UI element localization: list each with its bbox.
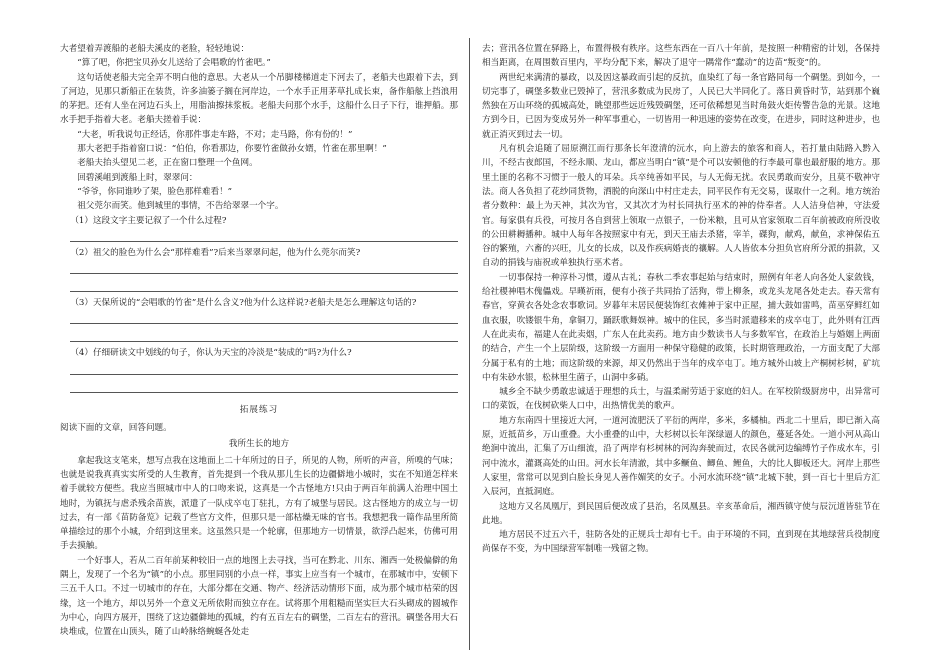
right-column	[482, 42, 880, 557]
answer-line	[70, 260, 458, 274]
instruction: 阅读下面的文章，回答问题。	[60, 423, 172, 434]
answer-line	[70, 379, 458, 393]
left-column	[60, 42, 458, 640]
dialogue-line: 大者望着弄渡船的老船夫溪皮的老脸，轻轻地说：	[60, 44, 250, 54]
article-paragraph: 凡有机会追随了屈原溯江而行那条长年澄清的沅水，向上游去的旅客和商人，若打量由陆路入黔入川，不经古夜郎国，不经永顺、龙山，都应当明白“镇”是个可以安顿他的行李最可靠也最舒服的地方。那里土匪的名称不习惯于一般人的耳朵。兵卒纯善如平民，与人无侮无扰。农民勇敢而安分，且莫不敬神守法。商人各负担了花纱同货物，洒脱的向深山中村庄走去，同平民作有无交易，谋取什一之利。地方统治者分数种：最上为天神，其次为官，又其次才为村长同执行巫术的神的侍奉者。人人洁身信神，守法爱官。每家俱有兵役，可按月各自到营上领取一点银子，一份米粮，且可从官家领取二百年前被政府所没收的公田耕耨播种。城中人每年各按照家中有无，到天王庙去杀猪，宰羊，磔狗，献鸡，献鱼，求神保佑五谷的繁殖，六畜的兴旺，儿女的长成，以及作疾病婚丧的禳解。人人皆依本分担负官府所分派的捐款，又自动的捐钱与庙祝或单独执行巫术者。	[482, 144, 880, 269]
dialogue-line: 那大老把手指着窗口说：“伯伯，你看那边，你要竹雀做孙女婿，竹雀在那里啊！”	[77, 144, 387, 155]
article-paragraph: 拿起我这支笔来，想写点我在这地面上二十年所过的日子，所见的人物，所听的声音，所嗅的气味；也就是说我真真实实所受的人生教育，首先提到一个我从那儿生长的边疆僻地小城时，实在不知道怎样来着手就较方便些。我应当照城市中人的口吻来说，这真是一个古怪地方!只由于两百年前满人治理中国土地时，为镇抚与虐杀残余苗族，派遣了一队戍卒屯丁驻扎，方有了城堡与居民。这古怪地方的成立与一切过去，有一部《苗防备览》记载了些官方文件，但那只是一部枯燥无味的官书。我想把我一篇作品里所简单描绘过的那个小城，介绍到这里来。这虽然只是一个轮廓，但那地方一切情景，欲浮凸起来，仿佛可用手去摸触。	[60, 455, 458, 552]
answer-line	[70, 310, 458, 324]
answer-line	[70, 361, 458, 375]
narrative-line: 老船夫抬头望见二老，正在窗口整理一个鱼网。	[77, 158, 258, 169]
narrative-line: 回碧溪岨到渡船上时，翠翠问：	[77, 172, 198, 183]
article-paragraph: 地方居民不过五六千，驻防各处的正规兵士却有七千。由于环境的不同，直到现在其地绿营兵役制度尚保存不变，为中国绿营军制唯一残留之物。	[482, 530, 880, 555]
article-paragraph: 去；营汛各位置在驿路上，布置得极有秩序。这些东西在一百八十年前，是按照一种精密的计划，各保持相当距离，在周围数百里内，平均分配下来，解决了退守一隅常作“蠢动”的边苗“叛变”的。	[482, 44, 880, 69]
article-paragraph: 城乡全不缺少勇敢忠诚适于理想的兵士，与温柔耐劳适于家庭的妇人。在军校阶级厨房中，出异常可口的菜饭，在伐树砍柴人口中，出热情优美的歌声。	[482, 387, 880, 412]
question-3: （3）天保所说的“会唱歌的竹雀”是什么含义?他为什么这样说?老船夫是怎么理解这句话的?	[70, 298, 417, 309]
narrative-paragraph: 这句话使老船夫完全弄不明白他的意思。大老从一个吊脚楼梯道走下河去了，老船夫也跟着下去，到了河边，见那只新船正在装货，许多油篓子搁在河岸边，一个水手正用茅草扎成长束，备作船舷上挡浪用的茅把。还有人坐在河边石头上，用脂油擦抹浆板。老船夫问那个水手，这船什么日子下行，谁押船。那水手把手指着大老。老船夫搓着手说：	[60, 72, 458, 126]
article-paragraph: 两世纪来满清的暴政，以及因这暴政而引起的反抗，血染红了每一条官路同每一个碉堡。到如今，一切完事了，碉堡多数业已毁掉了，营汛多数成为民房了，人民已大半同化了。落日黄昏时节，站到那个巍然独在万山环绕的孤城高处，眺望那些远近残毁碉堡，还可依稀想见当时角鼓火炬传警告急的光景。这地方到今日，已因为变成另外一种军事重心，一切皆用一种迅速的姿势在改变，在进步，同时这种进步，也就正消灭到过去一切。	[482, 72, 880, 140]
question-2: （2）祖父的脸色为什么会“那样难看”?后来当翠翠问起，他为什么莞尔而笑?	[70, 247, 361, 258]
narrative-line: 祖父莞尔而笑。他到城里的事情，不告给翠翠一个字。	[77, 201, 284, 212]
answer-line	[70, 328, 458, 342]
question-1: （1）这段文字主要记叙了一个什么过程?	[70, 215, 227, 226]
article-paragraph: 一切事保持一种淳朴习惯，遵从古礼；春秋二季农事起始与结束时，照例有年老人向各处人家敛钱，给社稷神唱木傀儡戏。早暵祈雨，便有小孩子共同抬了活狗，带上柳条，或龙头龙尾各处走去。春天常有春官，穿黄衣各处念农事歌词。岁暮年末居民便装饰红衣傩神于家中正屋，捕大鼓如雷鸣，苗巫穿鲜红如血衣服，吹镂银牛角，拿铜刀，踊跃歌舞娱神。城中的住民，多当时派遣移来的戍卒屯丁，此外则有江西人在此卖布，福建人在此卖烟，广东人在此卖药。地方由少数读书人与多数军官，在政治上与婚姻上两面的结合，产生一个上层阶级，这阶级一方面用一种保守稳健的政策，长时期管理政治，一方面支配了大部分属于私有的土地；而这阶级的来源，却又仍然出于当年的戍卒屯丁。地方城外山坡上产桐树杉树，矿坑中有朱砂水银，松林里生菌子，山洞中多硝。	[482, 272, 880, 383]
article-paragraph: 一个好事人，若从二百年前某种较旧一点的地图上去寻找，当可在黔北、川东、湘西一处极偏僻的角隅上，发现了一个名为“镇”的小点。那里同别的小点一样，事实上应当有一个城市，在那城市中，安顿下三五千人口。不过一切城市的存在，大部分都在交通、物产、经济活动情形下面，成为那个城市枯荣的因缘，这一个地方，却以另外一个意义无所依附而独立存在。试将那个用粗糙而坚实巨大石头砌成的圆城作为中心，向四方展开，围绕了这边疆僻地的孤城，约有五百左右的碉堡，二百左右的营汛。碉堡各用大石块堆成，位置在山顶头，随了山岭脉络蜿蜒各处走	[60, 555, 458, 638]
section-title: 拓展练习	[239, 404, 279, 415]
column-divider	[469, 38, 470, 650]
answer-line	[70, 228, 458, 242]
article-paragraph: 这地方又名凤凰厅，到民国后便改成了县治，名凤凰县。辛亥革命后，湘西镇守使与辰沅道皆驻节在此地。	[482, 501, 880, 526]
answer-line	[70, 278, 458, 292]
dialogue-line: “大老，听我说句正经话，你那件事走车路，不对；走马路，你有份的！”	[77, 129, 353, 140]
dialogue-line: “算了吧，你把宝贝孙女儿送给了会唱歌的竹雀吧。”	[77, 58, 271, 69]
question-4: （4）仔细研读文中划线的句子，你认为天宝的冷淡是“装成的”吗?为什么?	[70, 348, 352, 359]
article-title: 我所生长的地方	[228, 439, 290, 450]
dialogue-line: “爷爷，你同谁吵了架，脸色那样难看！”	[77, 186, 233, 197]
article-paragraph: 地方东南四十里接近大河，一道河流肥沃了平衍的两岸，多米，多橘柚。西北二十里后，即已渐入高原，近抵苗乡，万山重叠。大小重叠的山中，大杉树以长年深绿逼人的颜色，蔓延各处。一道小河从高山绝涧中流出，汇集了万山细流，沿了两岸有杉树林的河沟奔驶而过，农民各就河边编缚竹子作成水车，引河中流水，灌溉高处的山田。河水长年清澈，其中多鳜鱼、鲫鱼、鲤鱼，大的比人脚板还大。河岸上那些人家里，常常可以见到白脸长身见人善作媚笑的女子。小河水流环绕“镇”北城下驶，到一百七十里后方汇入辰河，直抵洞庭。	[482, 415, 880, 498]
